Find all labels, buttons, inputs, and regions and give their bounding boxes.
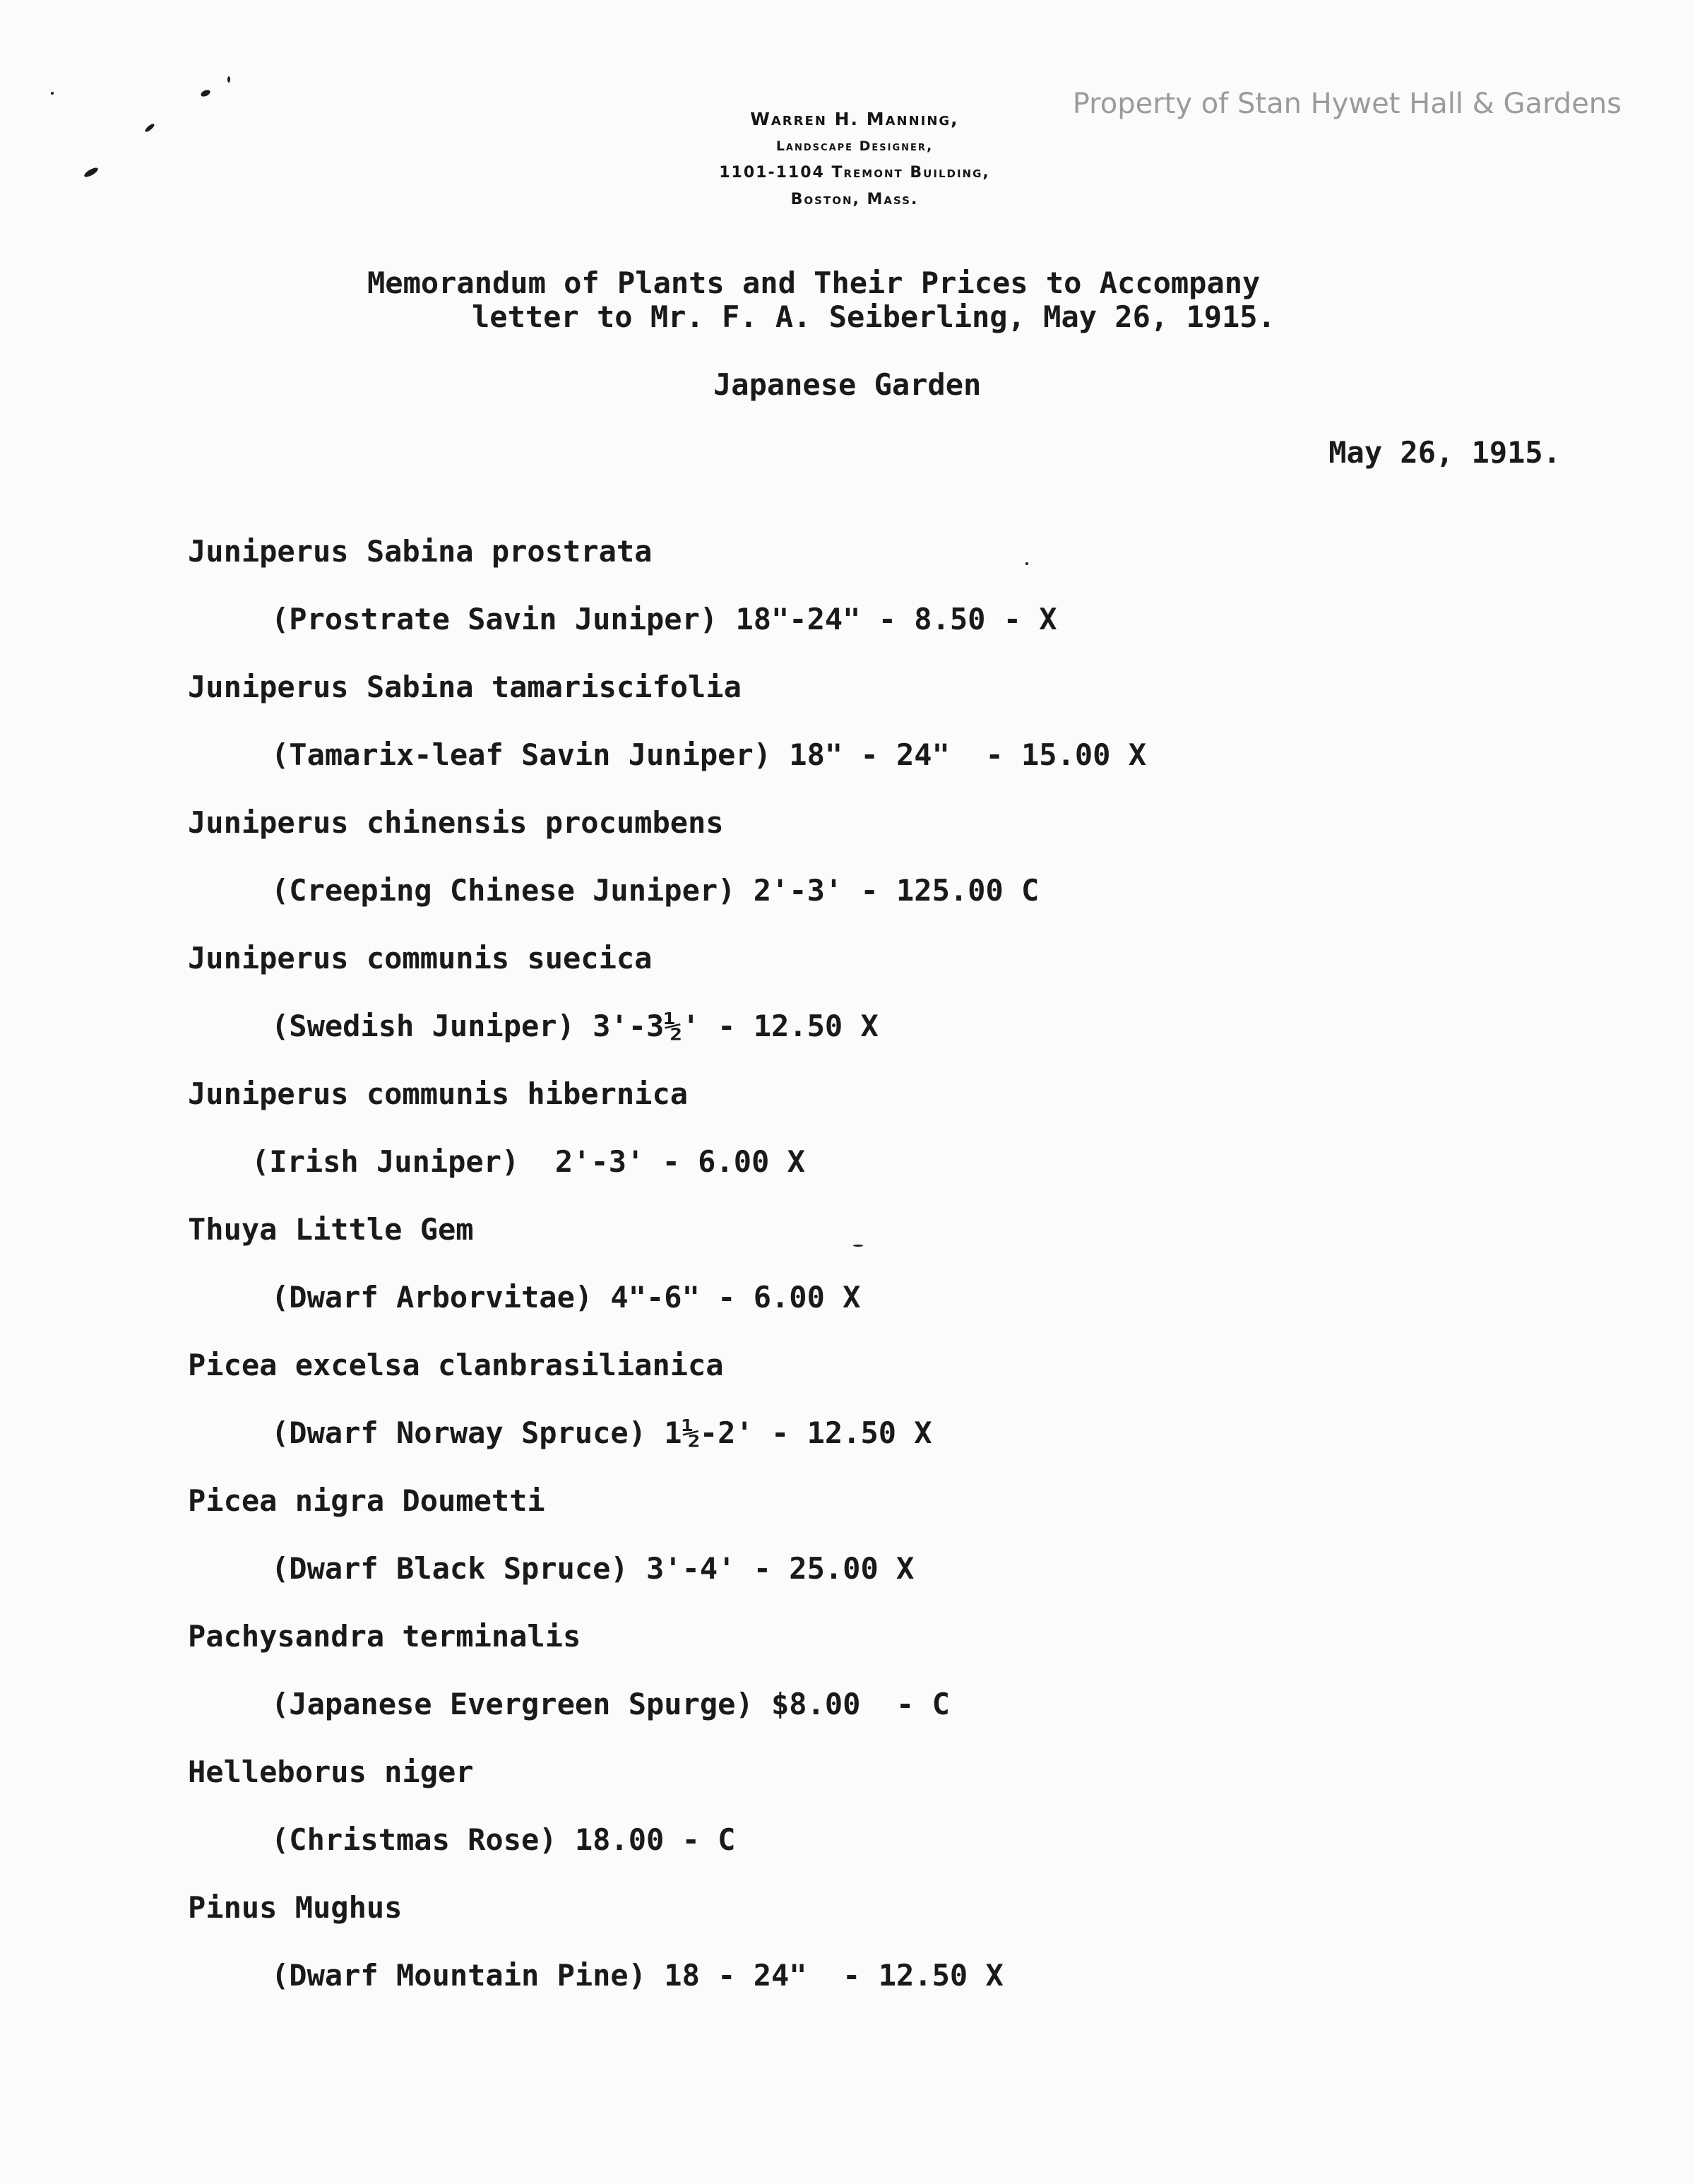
plant-details: (Irish Juniper) 2'-3' - 6.00 X <box>251 1144 805 1179</box>
plant-details: (Creeping Chinese Juniper) 2'-3' - 125.00 C <box>271 873 1040 908</box>
memo-date: May 26, 1915. <box>1328 435 1561 470</box>
plant-entry <box>188 1206 1600 1342</box>
plant-latin-name: Pinus Mughus <box>188 1890 403 1925</box>
plant-latin-name: Thuya Little Gem <box>188 1212 474 1247</box>
plant-latin-name: Helleborus niger <box>188 1755 474 1789</box>
plant-entry <box>188 1613 1600 1749</box>
plant-details: (Prostrate Savin Juniper) 18"-24" - 8.50 - X <box>271 602 1057 636</box>
plant-details: (Dwarf Black Spruce) 3'-4' - 25.00 X <box>271 1551 915 1586</box>
plant-details: (Dwarf Mountain Pine) 18 - 24" - 12.50 X <box>271 1958 1004 1993</box>
plant-latin-name: Juniperus Sabina prostrata <box>188 534 653 569</box>
memo-title-line1: Memorandum of Plants and Their Prices to Accompany <box>367 266 1261 300</box>
letterhead-address: 1101-1104 Tremont Building, <box>719 164 990 182</box>
ink-speck <box>144 123 155 133</box>
plant-details: (Dwarf Norway Spruce) 1½-2' - 12.50 X <box>271 1416 932 1450</box>
memo-subtitle: Japanese Garden <box>713 367 982 402</box>
plant-latin-name: Juniperus chinensis procumbens <box>188 805 724 840</box>
ink-speck <box>83 166 99 179</box>
plant-entry <box>188 800 1600 935</box>
plant-entry <box>188 1071 1600 1206</box>
plant-details: (Christmas Rose) 18.00 - C <box>271 1822 736 1857</box>
plant-latin-name: Picea nigra Doumetti <box>188 1483 545 1518</box>
plant-latin-name: Juniperus communis suecica <box>188 941 653 975</box>
watermark: Property of Stan Hywet Hall & Gardens <box>1072 88 1622 120</box>
plant-latin-name: Juniperus communis hibernica <box>188 1076 689 1111</box>
plant-list <box>188 528 1600 2020</box>
letterhead-name: Warren H. Manning, <box>750 109 959 129</box>
ink-speck <box>51 92 54 95</box>
ink-speck <box>200 88 211 97</box>
plant-latin-name: Pachysandra terminalis <box>188 1619 581 1654</box>
plant-entry <box>188 1478 1600 1613</box>
plant-details: (Tamarix-leaf Savin Juniper) 18" - 24" - 15.00 X <box>271 737 1147 772</box>
plant-entry <box>188 1342 1600 1478</box>
plant-entry <box>188 1749 1600 1885</box>
memo-title-line2: letter to Mr. F. A. Seiberling, May 26, 1915. <box>472 299 1275 334</box>
plant-latin-name: Juniperus Sabina tamariscifolia <box>188 670 742 704</box>
plant-details: (Swedish Juniper) 3'-3½' - 12.50 X <box>271 1009 879 1043</box>
plant-entry <box>188 1885 1600 2020</box>
plant-entry <box>188 935 1600 1071</box>
plant-entry <box>188 528 1600 664</box>
letterhead-city: Boston, Mass. <box>790 191 919 208</box>
plant-latin-name: Picea excelsa clanbrasilianica <box>188 1348 724 1382</box>
plant-details: (Dwarf Arborvitae) 4"-6" - 6.00 X <box>271 1280 861 1314</box>
letterhead-title: Landscape Designer, <box>775 138 934 154</box>
plant-entry <box>188 664 1600 800</box>
letterhead <box>636 106 1074 213</box>
plant-details: (Japanese Evergreen Spurge) $8.00 - C <box>271 1687 950 1721</box>
ink-speck <box>227 76 230 83</box>
